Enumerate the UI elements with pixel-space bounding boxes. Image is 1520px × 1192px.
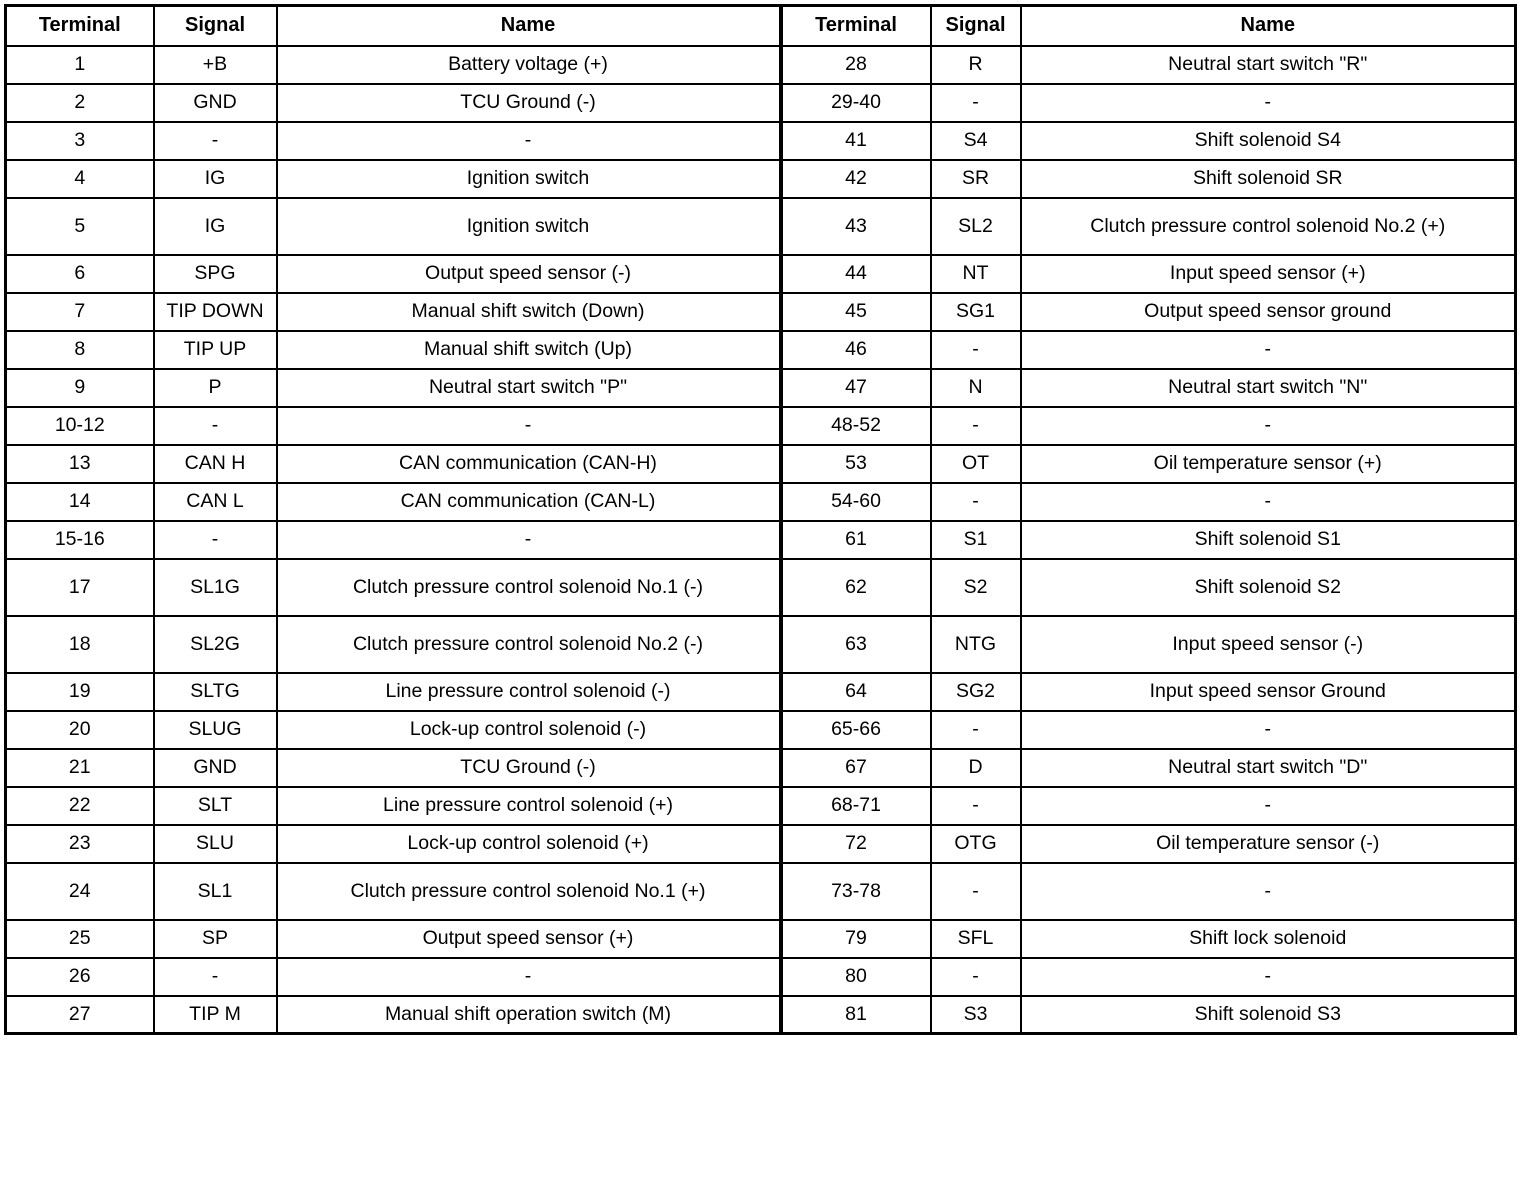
cell-terminal-left: 25 [6, 920, 154, 958]
cell-terminal-right: 79 [781, 920, 931, 958]
cell-name-right: - [1021, 483, 1516, 521]
table-row [6, 863, 1516, 920]
cell-terminal-right: 81 [781, 996, 931, 1034]
cell-terminal-right: 63 [781, 616, 931, 673]
column-header-signal-right: Signal [931, 6, 1021, 46]
cell-terminal-right: 62 [781, 559, 931, 616]
cell-terminal-right: 28 [781, 46, 931, 84]
cell-terminal-right: 73-78 [781, 863, 931, 920]
cell-signal-left: GND [154, 749, 277, 787]
cell-signal-right: - [931, 483, 1021, 521]
table-row [6, 749, 1516, 787]
cell-name-right: Neutral start switch "R" [1021, 46, 1516, 84]
cell-name-right: Neutral start switch "N" [1021, 369, 1516, 407]
cell-terminal-left: 7 [6, 293, 154, 331]
column-header-signal-left: Signal [154, 6, 277, 46]
table-row [6, 255, 1516, 293]
cell-name-left: Output speed sensor (-) [277, 255, 781, 293]
cell-name-right: Shift lock solenoid [1021, 920, 1516, 958]
cell-signal-left: CAN L [154, 483, 277, 521]
cell-signal-right: NT [931, 255, 1021, 293]
cell-terminal-left: 26 [6, 958, 154, 996]
table-row [6, 369, 1516, 407]
cell-terminal-left: 18 [6, 616, 154, 673]
table-row [6, 787, 1516, 825]
cell-signal-right: D [931, 749, 1021, 787]
cell-terminal-left: 20 [6, 711, 154, 749]
cell-name-left: Clutch pressure control solenoid No.1 (-) [277, 559, 781, 616]
cell-signal-right: SG1 [931, 293, 1021, 331]
cell-signal-left: SPG [154, 255, 277, 293]
cell-signal-left: CAN H [154, 445, 277, 483]
cell-signal-right: S1 [931, 521, 1021, 559]
table-row [6, 407, 1516, 445]
column-header-terminal-right: Terminal [781, 6, 931, 46]
cell-signal-left: +B [154, 46, 277, 84]
cell-name-right: - [1021, 787, 1516, 825]
cell-signal-right: S2 [931, 559, 1021, 616]
cell-name-left: Manual shift switch (Up) [277, 331, 781, 369]
cell-name-left: Manual shift operation switch (M) [277, 996, 781, 1034]
cell-signal-right: SG2 [931, 673, 1021, 711]
table-body [6, 46, 1516, 1034]
cell-terminal-right: 46 [781, 331, 931, 369]
table-row [6, 958, 1516, 996]
cell-name-right: - [1021, 958, 1516, 996]
cell-name-right: - [1021, 84, 1516, 122]
cell-signal-left: - [154, 521, 277, 559]
cell-name-left: Line pressure control solenoid (+) [277, 787, 781, 825]
cell-signal-left: - [154, 958, 277, 996]
cell-name-right: Oil temperature sensor (-) [1021, 825, 1516, 863]
cell-signal-left: SLT [154, 787, 277, 825]
column-header-name-right: Name [1021, 6, 1516, 46]
table-row [6, 616, 1516, 673]
cell-signal-right: S4 [931, 122, 1021, 160]
column-header-terminal-left: Terminal [6, 6, 154, 46]
cell-name-left: Manual shift switch (Down) [277, 293, 781, 331]
cell-signal-right: NTG [931, 616, 1021, 673]
cell-name-left: Lock-up control solenoid (+) [277, 825, 781, 863]
table-row [6, 122, 1516, 160]
cell-terminal-left: 15-16 [6, 521, 154, 559]
cell-terminal-right: 54-60 [781, 483, 931, 521]
cell-signal-right: N [931, 369, 1021, 407]
cell-terminal-right: 48-52 [781, 407, 931, 445]
cell-signal-left: IG [154, 198, 277, 255]
cell-terminal-right: 44 [781, 255, 931, 293]
cell-signal-left: - [154, 122, 277, 160]
cell-terminal-right: 68-71 [781, 787, 931, 825]
cell-name-left: Clutch pressure control solenoid No.1 (+) [277, 863, 781, 920]
cell-signal-left: SL1G [154, 559, 277, 616]
cell-name-left: Output speed sensor (+) [277, 920, 781, 958]
table-row [6, 46, 1516, 84]
table-row [6, 521, 1516, 559]
table-row [6, 996, 1516, 1034]
cell-name-left: - [277, 122, 781, 160]
cell-name-right: Shift solenoid S4 [1021, 122, 1516, 160]
table-header [6, 6, 1516, 46]
cell-terminal-right: 53 [781, 445, 931, 483]
column-header-name-left: Name [277, 6, 781, 46]
cell-name-right: Oil temperature sensor (+) [1021, 445, 1516, 483]
cell-signal-left: SP [154, 920, 277, 958]
cell-terminal-right: 41 [781, 122, 931, 160]
cell-signal-right: R [931, 46, 1021, 84]
cell-terminal-left: 27 [6, 996, 154, 1034]
cell-name-left: Neutral start switch "P" [277, 369, 781, 407]
cell-name-left: TCU Ground (-) [277, 84, 781, 122]
cell-signal-right: - [931, 711, 1021, 749]
cell-name-left: Line pressure control solenoid (-) [277, 673, 781, 711]
cell-name-right: Neutral start switch "D" [1021, 749, 1516, 787]
table-row [6, 483, 1516, 521]
cell-name-left: Ignition switch [277, 160, 781, 198]
cell-terminal-right: 64 [781, 673, 931, 711]
cell-name-left: Lock-up control solenoid (-) [277, 711, 781, 749]
table-row [6, 84, 1516, 122]
cell-signal-right: S3 [931, 996, 1021, 1034]
cell-name-right: - [1021, 331, 1516, 369]
table-row [6, 198, 1516, 255]
table-header-row [6, 6, 1516, 46]
cell-signal-left: SLUG [154, 711, 277, 749]
cell-terminal-right: 80 [781, 958, 931, 996]
cell-signal-right: - [931, 407, 1021, 445]
cell-signal-left: TIP UP [154, 331, 277, 369]
cell-terminal-left: 9 [6, 369, 154, 407]
table-row [6, 445, 1516, 483]
cell-terminal-right: 67 [781, 749, 931, 787]
cell-signal-left: SLU [154, 825, 277, 863]
cell-name-right: Input speed sensor Ground [1021, 673, 1516, 711]
cell-name-right: Input speed sensor (-) [1021, 616, 1516, 673]
cell-name-right: - [1021, 711, 1516, 749]
cell-signal-left: - [154, 407, 277, 445]
cell-name-left: Ignition switch [277, 198, 781, 255]
cell-terminal-left: 21 [6, 749, 154, 787]
cell-name-right: Shift solenoid SR [1021, 160, 1516, 198]
cell-terminal-left: 1 [6, 46, 154, 84]
cell-terminal-left: 5 [6, 198, 154, 255]
table-row [6, 825, 1516, 863]
cell-signal-left: SL1 [154, 863, 277, 920]
cell-name-right: Shift solenoid S2 [1021, 559, 1516, 616]
cell-terminal-left: 24 [6, 863, 154, 920]
table-row [6, 331, 1516, 369]
cell-name-left: TCU Ground (-) [277, 749, 781, 787]
cell-terminal-left: 4 [6, 160, 154, 198]
table-row [6, 559, 1516, 616]
cell-terminal-right: 45 [781, 293, 931, 331]
cell-signal-right: - [931, 84, 1021, 122]
cell-signal-right: OTG [931, 825, 1021, 863]
cell-signal-left: GND [154, 84, 277, 122]
cell-signal-right: SL2 [931, 198, 1021, 255]
cell-signal-left: SLTG [154, 673, 277, 711]
cell-name-left: - [277, 407, 781, 445]
cell-terminal-left: 6 [6, 255, 154, 293]
cell-signal-left: SL2G [154, 616, 277, 673]
cell-signal-right: - [931, 331, 1021, 369]
cell-name-left: Battery voltage (+) [277, 46, 781, 84]
cell-name-right: - [1021, 407, 1516, 445]
cell-signal-left: IG [154, 160, 277, 198]
cell-terminal-right: 65-66 [781, 711, 931, 749]
cell-terminal-right: 72 [781, 825, 931, 863]
cell-name-left: - [277, 521, 781, 559]
terminal-assignment-table [4, 4, 1517, 1035]
cell-signal-left: TIP M [154, 996, 277, 1034]
cell-name-right: Shift solenoid S1 [1021, 521, 1516, 559]
cell-terminal-right: 42 [781, 160, 931, 198]
cell-signal-right: SR [931, 160, 1021, 198]
cell-terminal-left: 13 [6, 445, 154, 483]
table-row [6, 920, 1516, 958]
cell-name-right: - [1021, 863, 1516, 920]
cell-signal-right: - [931, 787, 1021, 825]
cell-name-left: Clutch pressure control solenoid No.2 (-) [277, 616, 781, 673]
cell-terminal-left: 3 [6, 122, 154, 160]
cell-name-right: Output speed sensor ground [1021, 293, 1516, 331]
cell-name-left: - [277, 958, 781, 996]
cell-name-right: Shift solenoid S3 [1021, 996, 1516, 1034]
table-row [6, 711, 1516, 749]
cell-signal-left: TIP DOWN [154, 293, 277, 331]
cell-name-left: CAN communication (CAN-L) [277, 483, 781, 521]
cell-terminal-right: 29-40 [781, 84, 931, 122]
cell-name-right: Clutch pressure control solenoid No.2 (+) [1021, 198, 1516, 255]
cell-signal-right: - [931, 863, 1021, 920]
cell-signal-right: SFL [931, 920, 1021, 958]
cell-name-left: CAN communication (CAN-H) [277, 445, 781, 483]
cell-terminal-right: 47 [781, 369, 931, 407]
cell-signal-left: P [154, 369, 277, 407]
cell-signal-right: - [931, 958, 1021, 996]
cell-terminal-left: 17 [6, 559, 154, 616]
cell-terminal-left: 2 [6, 84, 154, 122]
cell-terminal-left: 22 [6, 787, 154, 825]
cell-terminal-right: 61 [781, 521, 931, 559]
cell-terminal-left: 10-12 [6, 407, 154, 445]
cell-signal-right: OT [931, 445, 1021, 483]
cell-name-right: Input speed sensor (+) [1021, 255, 1516, 293]
cell-terminal-left: 23 [6, 825, 154, 863]
table-row [6, 673, 1516, 711]
cell-terminal-right: 43 [781, 198, 931, 255]
cell-terminal-left: 14 [6, 483, 154, 521]
table-row [6, 160, 1516, 198]
cell-terminal-left: 8 [6, 331, 154, 369]
table-row [6, 293, 1516, 331]
cell-terminal-left: 19 [6, 673, 154, 711]
